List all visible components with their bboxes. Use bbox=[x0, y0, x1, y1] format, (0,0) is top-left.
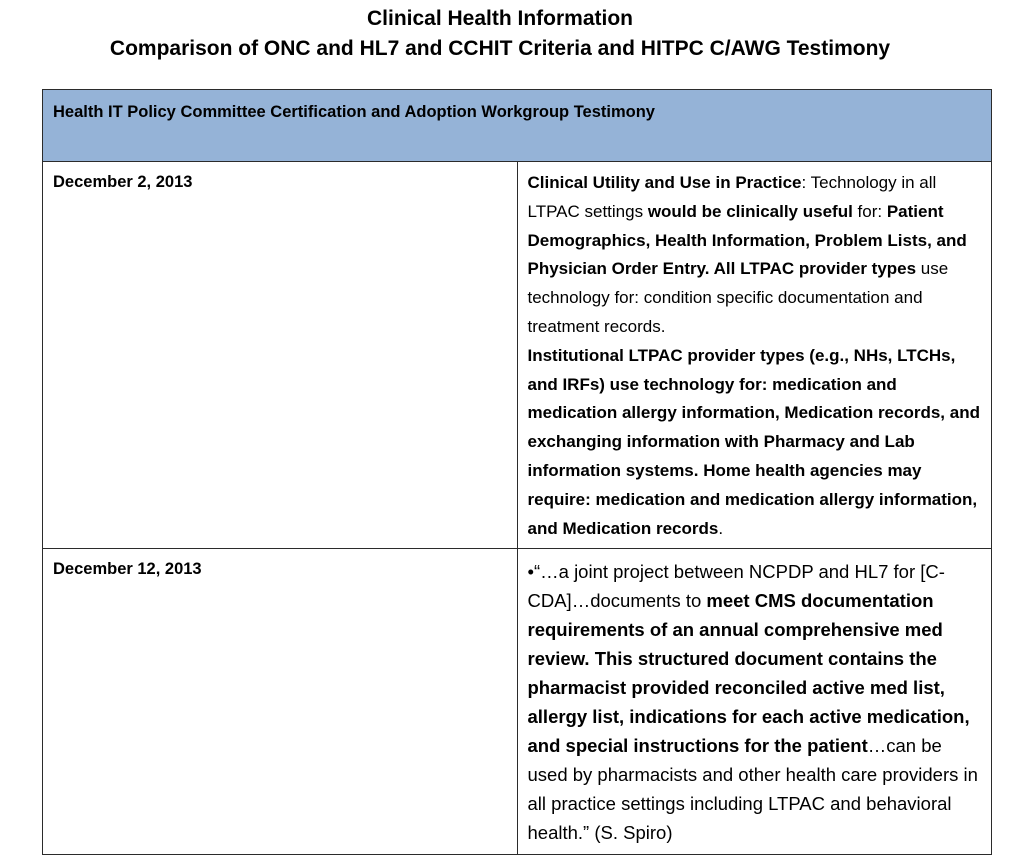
table-row bbox=[43, 162, 992, 549]
testimony-text-bold: would be clinically useful bbox=[647, 201, 853, 221]
testimony-text: •“…a joint project between NCPDP and HL7 for [C-CDA]…documents to bbox=[527, 561, 945, 612]
row-date: December 12, 2013 bbox=[43, 549, 518, 855]
table-header-row bbox=[43, 90, 992, 162]
title-line-1: Clinical Health Information bbox=[366, 7, 634, 30]
slide-title bbox=[0, 4, 1000, 64]
testimony-table bbox=[42, 89, 992, 855]
testimony-text: : Technology in all LTPAC settings bbox=[527, 173, 937, 221]
row-testimony bbox=[517, 549, 992, 855]
testimony-text-bold: Patient Demographics, Health Information, Problem Lists, and Physician Order Entry. All LTPAC provider types bbox=[527, 201, 967, 279]
table-header: Health IT Policy Committee Certification and Adoption Workgroup Testimony bbox=[43, 90, 992, 162]
row-date: December 2, 2013 bbox=[43, 162, 518, 549]
testimony-text: use technology for: condition specific documentation and treatment records. bbox=[527, 259, 949, 336]
table-row bbox=[43, 549, 992, 855]
testimony-text: for: bbox=[852, 201, 887, 221]
testimony-text-bold: meet CMS documentation requirements of an annual comprehensive med review. This structured document contains the pharmacist provided reconciled active med list, allergy list, indications for each active medication, and special instructions for the patient bbox=[527, 590, 970, 757]
row-testimony bbox=[517, 162, 992, 549]
testimony-text-bold: Institutional LTPAC provider types (e.g., NHs, LTCHs, and IRFs) use technology for: medication and medication allergy information, Medication records, and exchanging information with Pharmacy and Lab information systems. Home health agencies may require: medication and medication allergy information, and Medication records bbox=[527, 345, 980, 538]
title-line-2: Comparison of ONC and HL7 and CCHIT Criteria and HITPC C/AWG Testimony bbox=[109, 37, 891, 60]
testimony-text-bold: Clinical Utility and Use in Practice bbox=[527, 173, 802, 192]
testimony-text: . bbox=[718, 518, 724, 538]
testimony-text: …can be used by pharmacists and other health care providers in all practice settings including LTPAC and behavioral health.” (S. Spiro) bbox=[527, 735, 978, 844]
